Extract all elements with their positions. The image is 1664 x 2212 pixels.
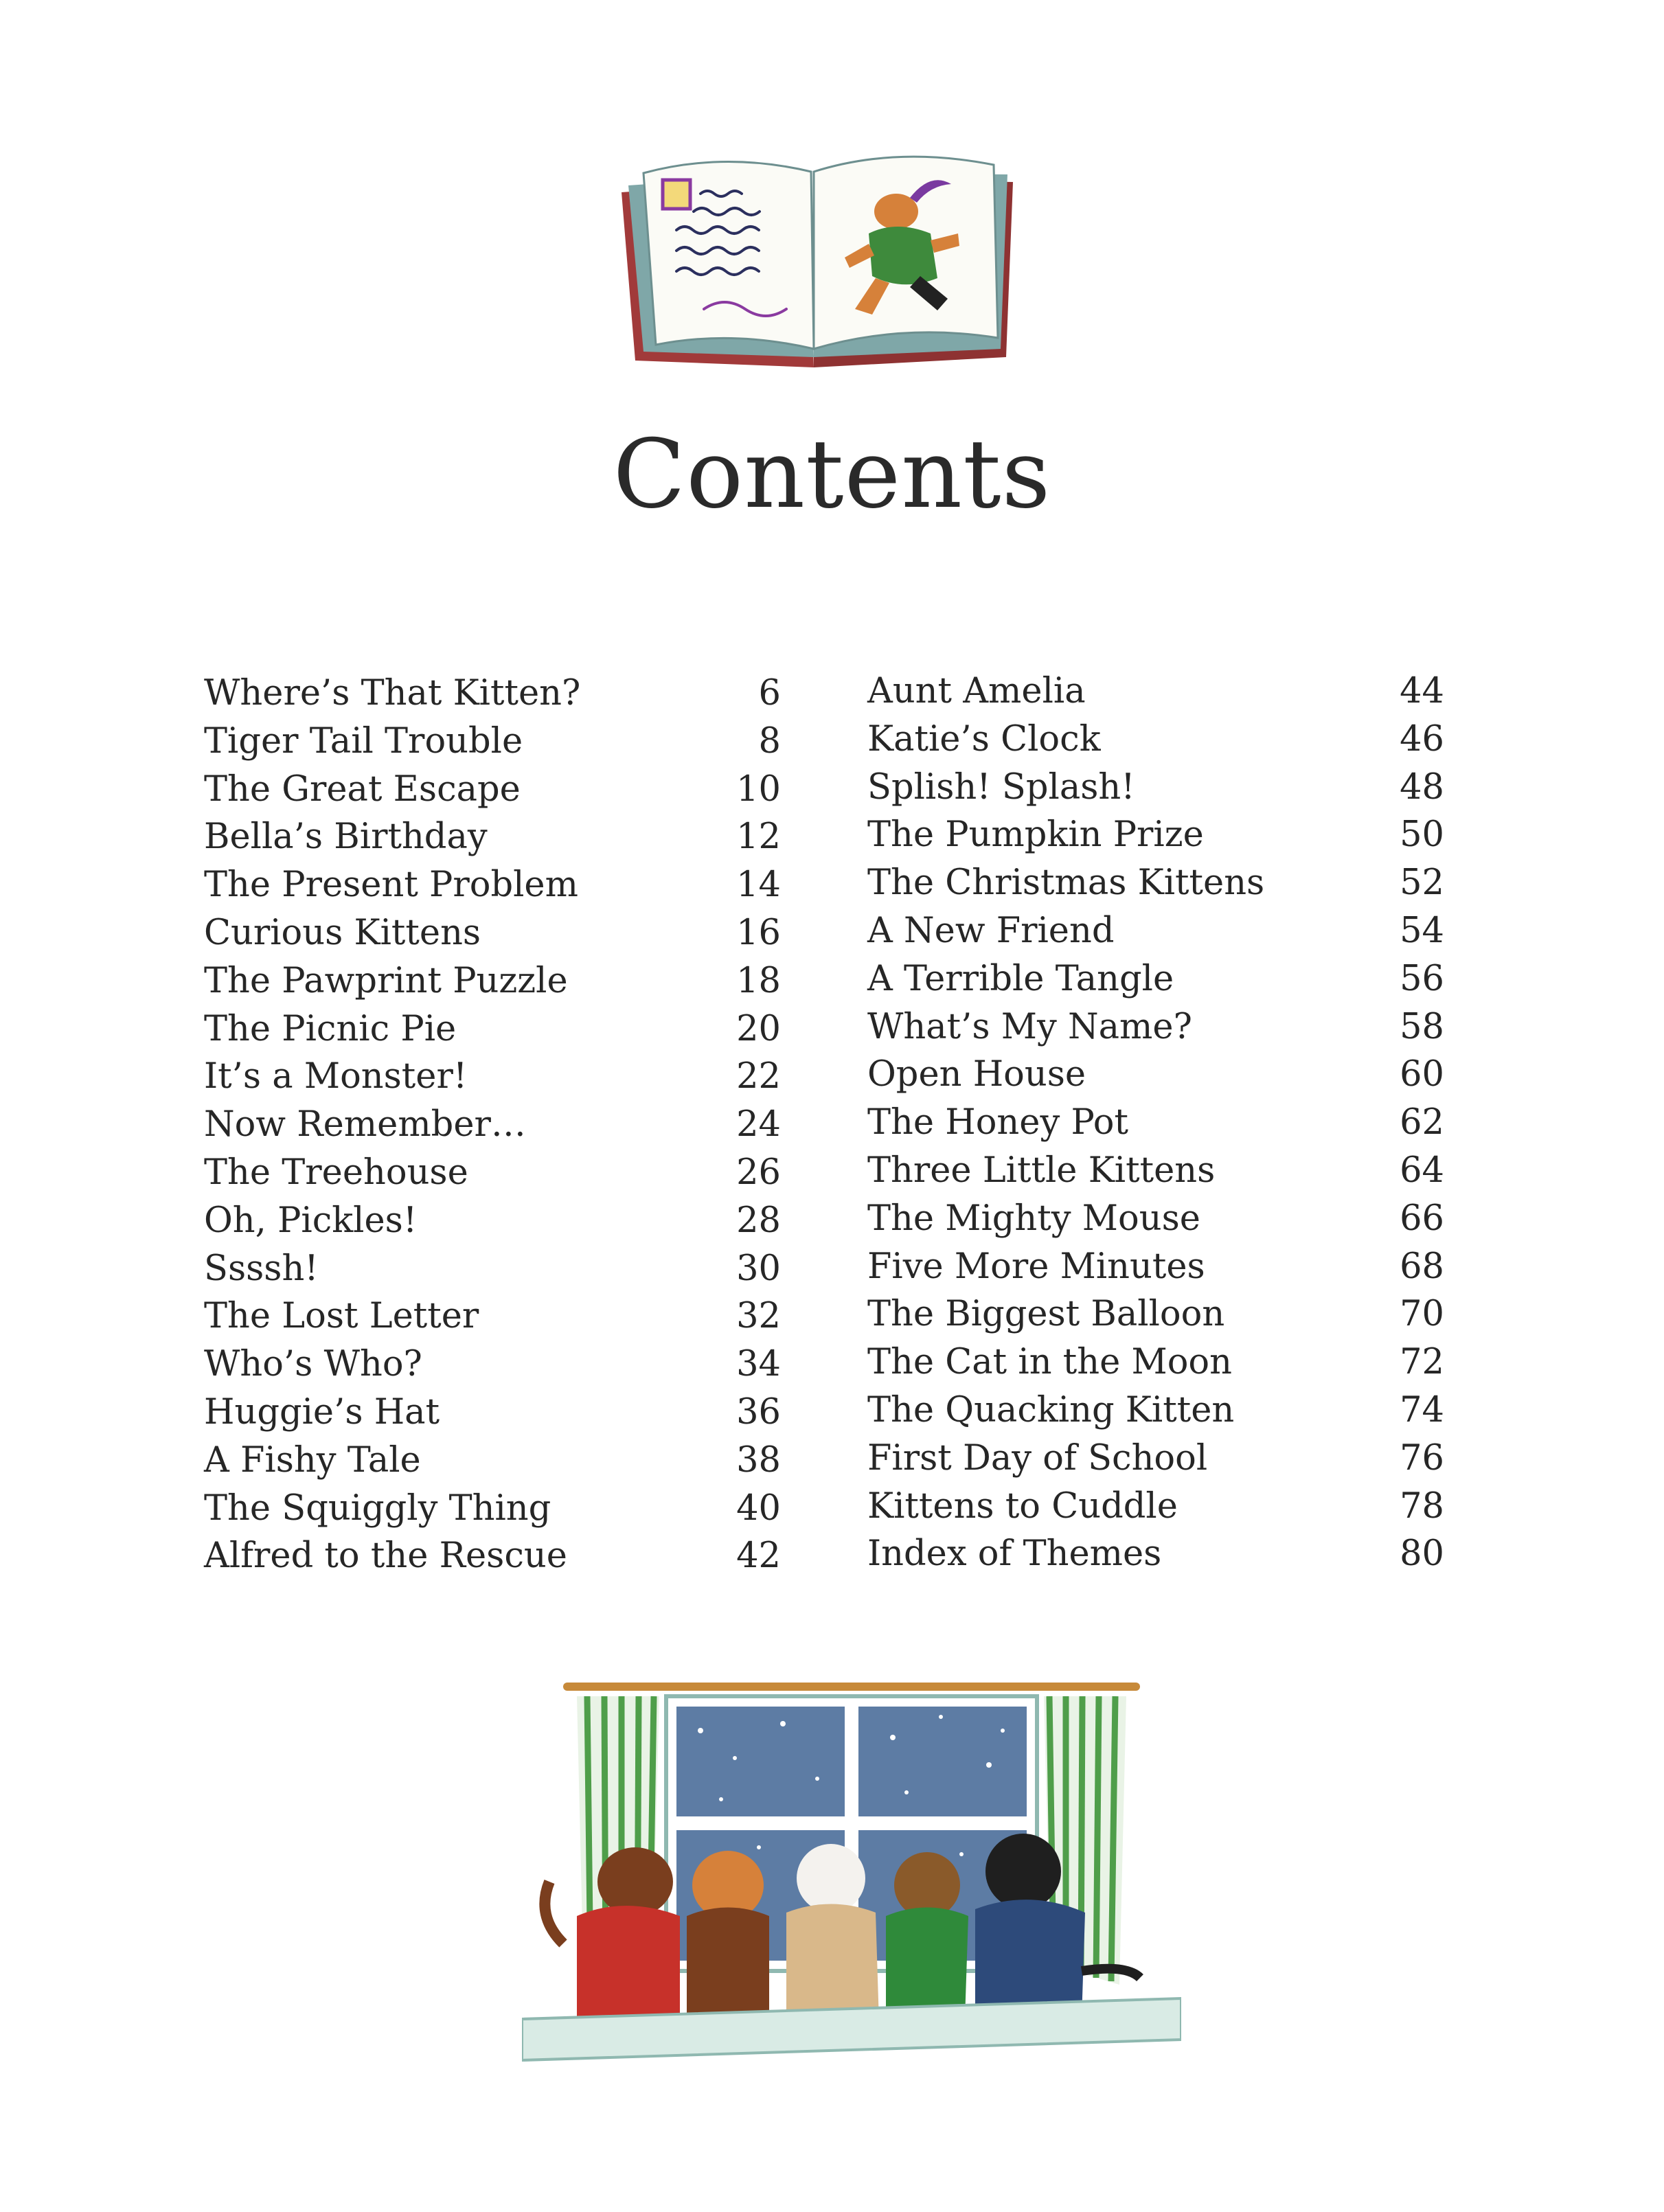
toc-entry	[204, 718, 781, 766]
toc-entry-page-number: 44	[1400, 671, 1444, 711]
toc-entry-page-number: 80	[1400, 1533, 1444, 1575]
toc-entry	[204, 861, 781, 909]
illuminated-letter-icon	[663, 180, 690, 209]
toc-entry-title: The Christmas Kittens	[867, 863, 1265, 904]
toc-entry-page-number: 36	[736, 1391, 781, 1433]
toc-entry	[204, 1101, 781, 1149]
toc-entry-title: The Great Escape	[204, 768, 521, 810]
toc-entry-page-number: 72	[1400, 1342, 1444, 1383]
toc-entry	[204, 1292, 781, 1341]
toc-entry-title: The Present Problem	[204, 865, 578, 906]
toc-entry	[867, 907, 1444, 955]
toc-entry	[204, 1389, 781, 1437]
toc-entry	[204, 1532, 781, 1580]
toc-entry-page-number: 12	[736, 817, 781, 858]
toc-entry-page-number: 32	[736, 1296, 781, 1337]
toc-entry-title: Three Little Kittens	[867, 1150, 1216, 1191]
toc-entry	[204, 670, 781, 718]
toc-entry	[867, 716, 1444, 764]
toc-entry-page-number: 22	[736, 1056, 781, 1097]
toc-entry	[204, 1149, 781, 1197]
toc-entry-title: The Squiggly Thing	[204, 1487, 551, 1529]
toc-entry-page-number: 70	[1400, 1294, 1444, 1335]
toc-entry-title: The Lost Letter	[204, 1296, 479, 1337]
toc-entry	[867, 1147, 1444, 1195]
toc-entry	[204, 1485, 781, 1533]
toc-entry-page-number: 6	[758, 673, 781, 714]
toc-entry-title: The Biggest Balloon	[867, 1294, 1225, 1335]
toc-entry-title: The Treehouse	[204, 1152, 468, 1193]
toc-entry	[867, 1051, 1444, 1099]
toc-entry-title: Index of Themes	[867, 1533, 1162, 1575]
toc-entry	[867, 1338, 1444, 1387]
toc-entry-page-number: 52	[1400, 863, 1444, 904]
toc-entry-page-number: 76	[1400, 1437, 1444, 1479]
toc-entry	[867, 1387, 1444, 1435]
toc-entry-page-number: 38	[736, 1439, 781, 1481]
toc-entry	[204, 766, 781, 814]
toc-entry-page-number: 18	[736, 960, 781, 1001]
toc-entry	[204, 909, 781, 957]
toc-entry-page-number: 60	[1400, 1054, 1444, 1095]
window-pane-top-left	[676, 1707, 845, 1816]
toc-entry	[204, 957, 781, 1005]
open-book-with-kitten-icon	[608, 130, 1020, 378]
toc-entry-title: Open House	[867, 1054, 1086, 1095]
toc-entry	[867, 955, 1444, 1003]
toc-entry-title: Curious Kittens	[204, 912, 481, 953]
page-title: Contents	[613, 419, 1051, 529]
toc-entry	[867, 668, 1444, 716]
toc-entry	[867, 1003, 1444, 1051]
toc-entry-page-number: 46	[1400, 718, 1444, 760]
toc-entry-title: Tiger Tail Trouble	[204, 720, 523, 762]
toc-entry-title: The Cat in the Moon	[867, 1342, 1232, 1383]
toc-entry-title: Who’s Who?	[204, 1344, 422, 1385]
toc-entry	[204, 1245, 781, 1293]
toc-entry	[867, 1435, 1444, 1483]
toc-entry-title: A Terrible Tangle	[867, 958, 1174, 999]
toc-entry	[867, 1290, 1444, 1338]
toc-entry-title: Huggie’s Hat	[204, 1391, 440, 1433]
toc-entry-page-number: 30	[736, 1248, 781, 1289]
toc-entry-title: The Pawprint Puzzle	[204, 960, 568, 1001]
toc-entry-page-number: 24	[736, 1104, 781, 1145]
toc-entry-title: A Fishy Tale	[204, 1439, 421, 1481]
toc-entry-page-number: 8	[758, 720, 781, 762]
toc-entry-page-number: 50	[1400, 814, 1444, 856]
toc-entry-page-number: 74	[1400, 1389, 1444, 1430]
toc-entry-title: Five More Minutes	[867, 1246, 1205, 1287]
toc-entry-page-number: 58	[1400, 1006, 1444, 1047]
toc-entry-page-number: 14	[736, 865, 781, 906]
toc-entry-title: Where’s That Kitten?	[204, 673, 581, 714]
toc-entry-title: It’s a Monster!	[204, 1056, 468, 1097]
toc-entry-page-number: 26	[736, 1152, 781, 1193]
toc-entry	[204, 1053, 781, 1101]
toc-entry-title: Alfred to the Rescue	[204, 1536, 567, 1577]
toc-entry-page-number: 16	[736, 912, 781, 953]
toc-entry-title: The Picnic Pie	[204, 1008, 457, 1049]
toc-entry-page-number: 62	[1400, 1102, 1444, 1143]
toc-entry-page-number: 10	[736, 768, 781, 810]
toc-entry-page-number: 34	[736, 1344, 781, 1385]
toc-entry-title: The Quacking Kitten	[867, 1389, 1235, 1430]
toc-entry-page-number: 56	[1400, 958, 1444, 999]
toc-entry-title: Ssssh!	[204, 1248, 319, 1289]
toc-entry-title: Bella’s Birthday	[204, 817, 488, 858]
toc-entry	[867, 1099, 1444, 1147]
contents-list-left	[204, 670, 781, 1580]
toc-entry	[867, 1530, 1444, 1578]
toc-entry-page-number: 66	[1400, 1198, 1444, 1239]
kittens-at-window-icon	[522, 1676, 1181, 2074]
toc-entry	[867, 1243, 1444, 1291]
toc-entry-title: What’s My Name?	[867, 1006, 1192, 1047]
toc-entry-page-number: 40	[736, 1487, 781, 1529]
toc-entry	[867, 1195, 1444, 1243]
toc-entry-page-number: 54	[1400, 910, 1444, 951]
toc-entry-title: The Mighty Mouse	[867, 1198, 1200, 1239]
toc-entry-title: Aunt Amelia	[867, 671, 1086, 711]
toc-entry	[204, 1197, 781, 1245]
toc-entry-page-number: 64	[1400, 1150, 1444, 1191]
toc-entry	[204, 1341, 781, 1389]
toc-entry-title: A New Friend	[867, 910, 1115, 951]
toc-entry	[867, 811, 1444, 859]
toc-entry	[867, 859, 1444, 907]
toc-entry-page-number: 42	[736, 1536, 781, 1577]
curtain-rod	[563, 1683, 1140, 1691]
toc-entry	[204, 1437, 781, 1485]
toc-entry-title: Oh, Pickles!	[204, 1200, 418, 1241]
toc-entry-title: Kittens to Cuddle	[867, 1485, 1178, 1527]
contents-list-right	[867, 668, 1444, 1578]
toc-entry-title: First Day of School	[867, 1437, 1208, 1479]
toc-entry-page-number: 28	[736, 1200, 781, 1241]
toc-entry-page-number: 48	[1400, 766, 1444, 808]
toc-entry-title: Now Remember…	[204, 1104, 526, 1145]
toc-entry-title: The Honey Pot	[867, 1102, 1128, 1143]
toc-entry-page-number: 78	[1400, 1485, 1444, 1527]
toc-entry-title: Katie’s Clock	[867, 718, 1101, 760]
toc-entry	[204, 1005, 781, 1053]
toc-entry	[867, 1483, 1444, 1531]
toc-entry	[867, 764, 1444, 812]
toc-entry-title: The Pumpkin Prize	[867, 814, 1204, 856]
toc-entry-page-number: 68	[1400, 1246, 1444, 1287]
window-pane-top-right	[858, 1707, 1027, 1816]
toc-entry-title: Splish! Splash!	[867, 766, 1135, 808]
toc-entry-page-number: 20	[736, 1008, 781, 1049]
toc-entry	[204, 813, 781, 861]
